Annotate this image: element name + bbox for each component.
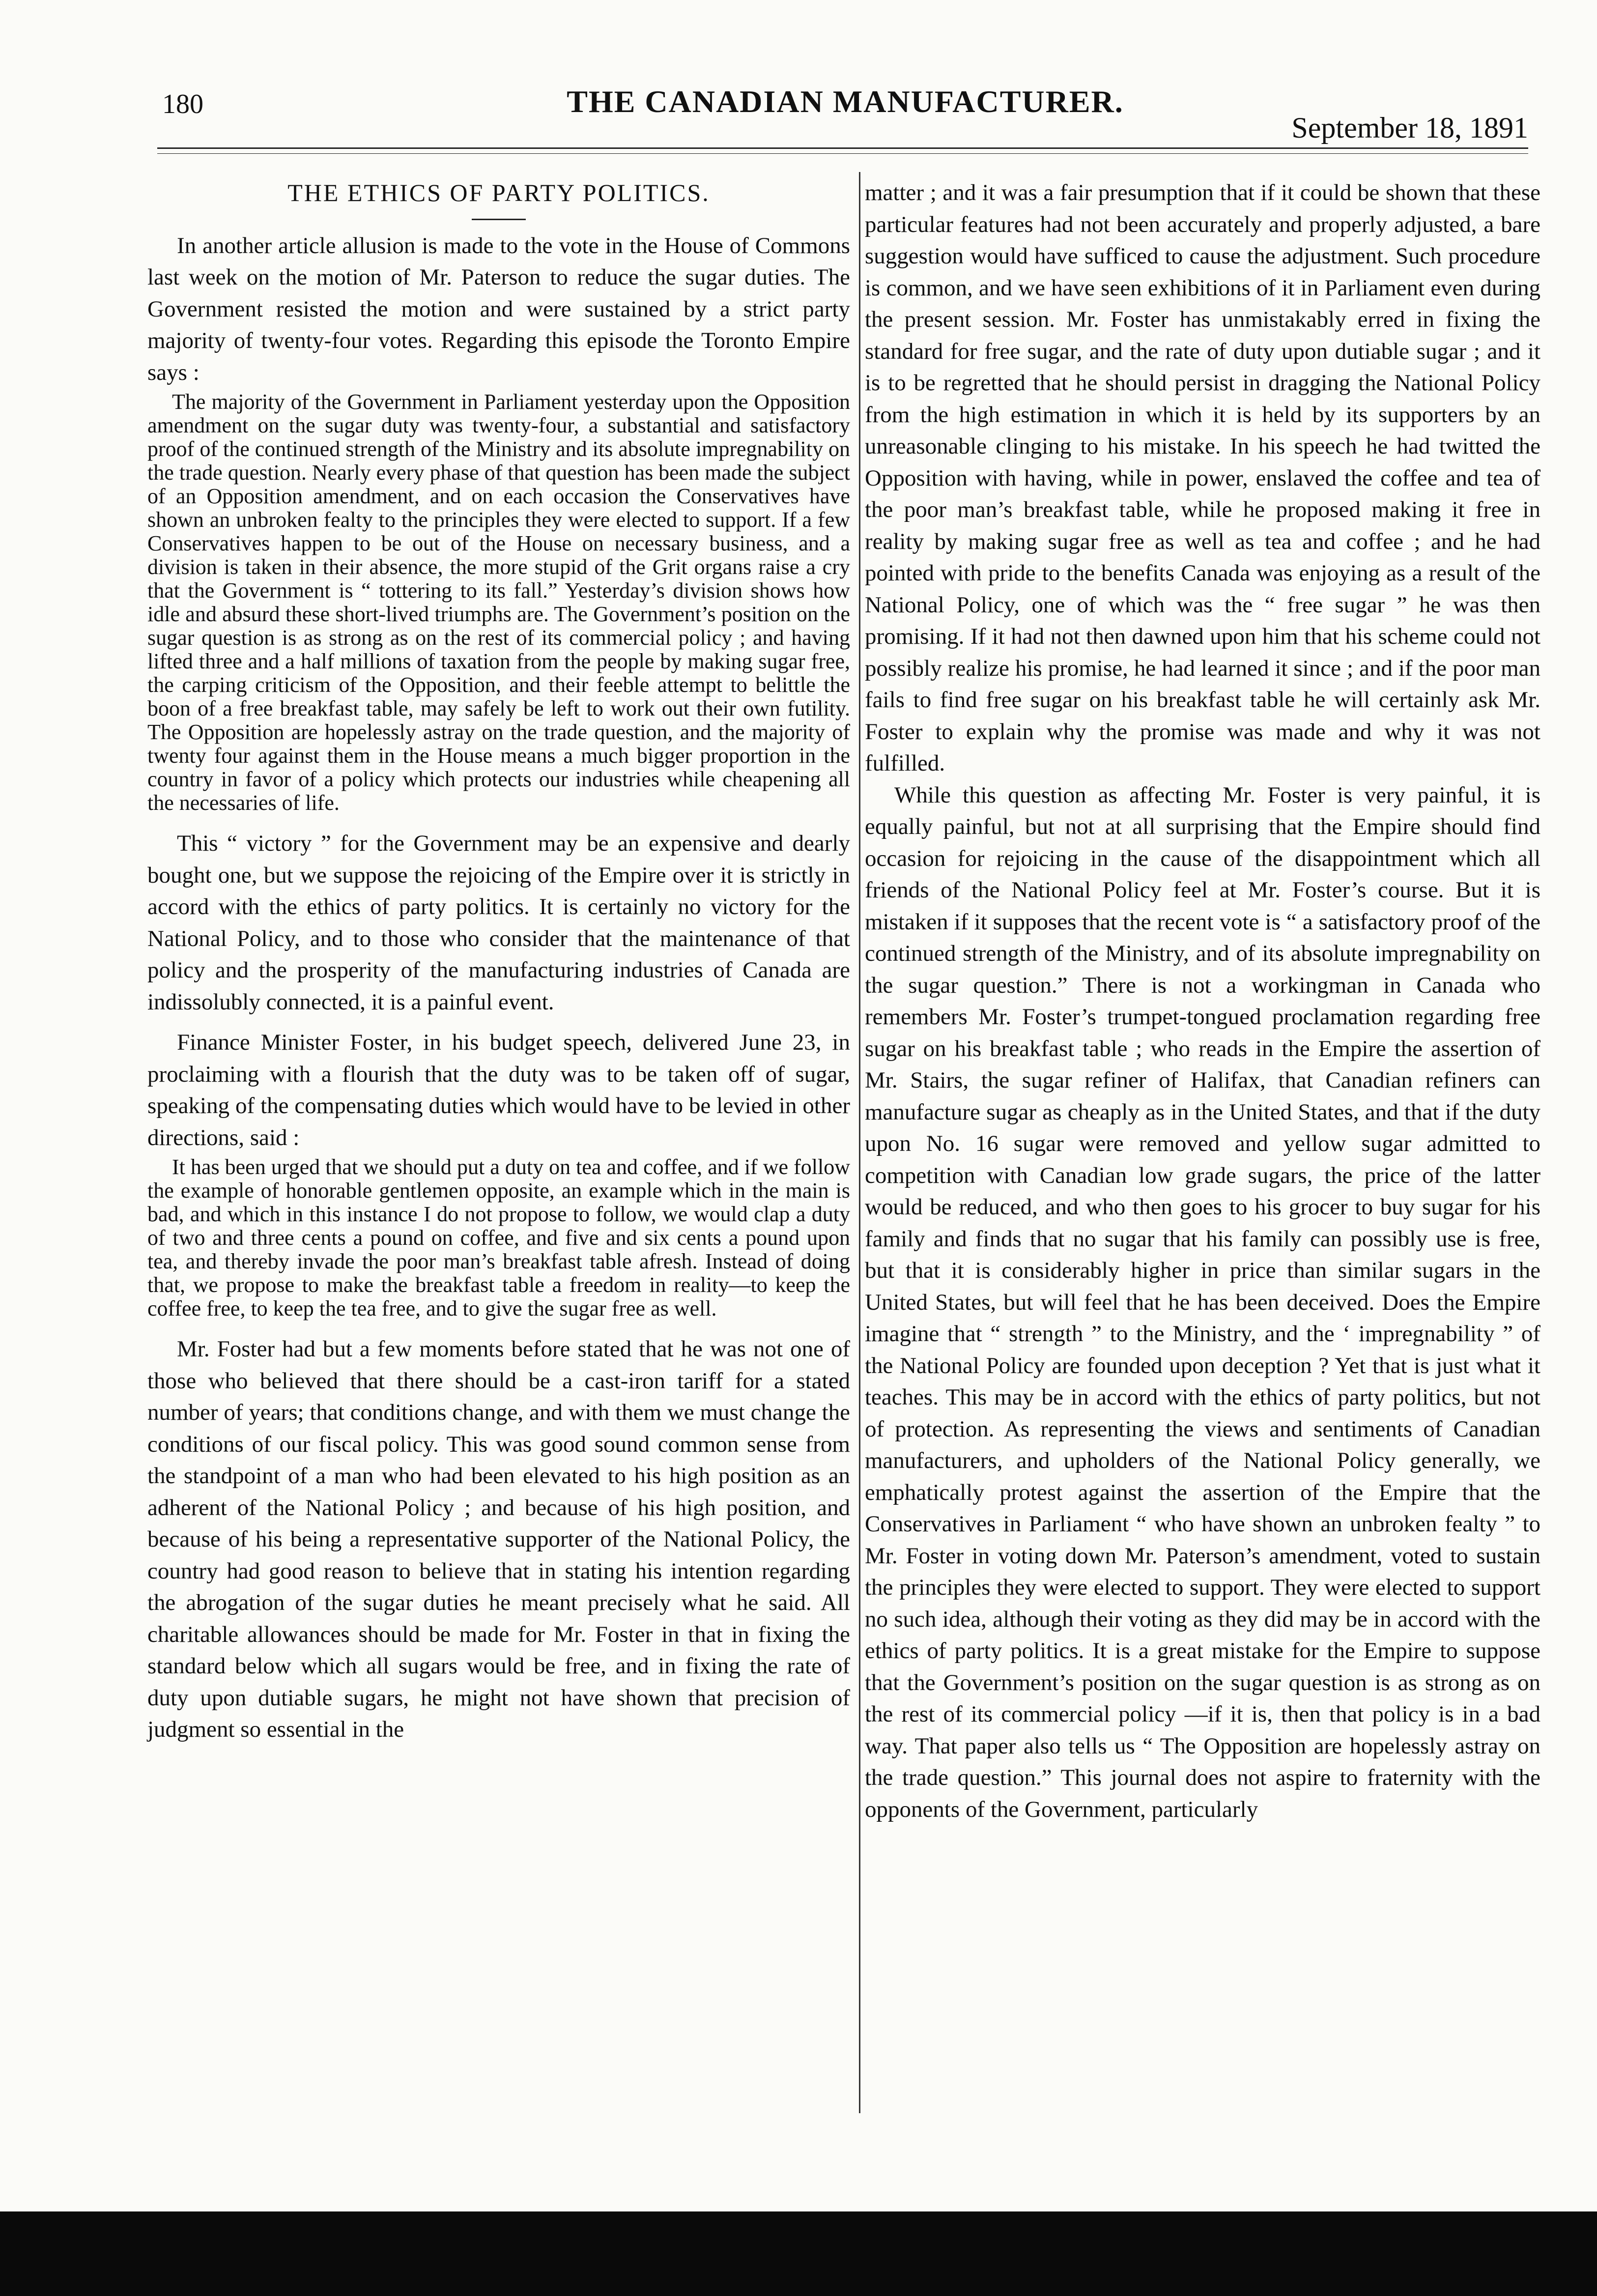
quotation: It has been urged that we should put a duty on tea and coffee, and if we follow the example of honorable gentlemen opposite, an example which in the main is bad, and which in this instance I do not propose to follow, we would clap a duty of two and three cents a pound on coffee, and five and six cents a pound upon tea, and thereby invade the poor man’s breakfast table afresh. Instead of doing that, we propose to make the breakfast table a freedom in reality—to keep the coffee free, to keep the tea free, and to give the sugar free as well. [147,1155,850,1320]
article-title: THE ETHICS OF PARTY POLITICS. [287,179,710,206]
page-header [162,84,1528,143]
publication-title: THE CANADIAN MANUFACTURER. [567,84,1124,119]
paragraph: In another article allusion is made to the vote in the House of Commons last week on the motion of Mr. Paterson to reduce the sugar duties. The Government resisted the motion and were sustained by a strict party majority of twenty-four votes. Regarding this episode the Toronto Empire says : [147,232,850,385]
paragraph: matter ; and it was a fair presumption that if it could be shown that these particular features had not been accurately and properly adjusted, a bare suggestion would have sufficed to cause the adjustment. Such procedure is common, and we have seen exhibitions of it in Parliament even during the present session. Mr. Foster has unmistakably erred in fixing the standard for free sugar, and the rate of duty upon dutiable sugar ; and it is to be regretted that he should persist in dragging the National Policy from the high estimation in which it is held by its supporters by an unreasonable clinging to his mistake. In his speech he had twitted the Opposition with having, while in power, enslaved the coffee and tea of the poor man’s breakfast table, while he proposed making it free in reality by making sugar free as well as tea and coffee ; and he had pointed with pride to the benefits Canada was enjoying as a result of the National Policy, one of which was the “ free sugar ” he was then promising. If it had not then dawned upon him that his scheme could not possibly realize his promise, he had learned it since ; and if the poor man fails to find free sugar on his breakfast table he will certainly ask Mr. Foster to explain why the promise was made and why it was not fulfilled. [865,180,1540,776]
page-number: 180 [162,89,203,119]
left-column [147,177,850,1746]
paragraph: While this question as affecting Mr. Foster is very painful, it is equally painful, but not at all surprising that the Empire should find occasion for rejoicing in the cause of the disappointment which all friends of the National Policy feel at Mr. Foster’s course. But it is mistaken if it supposes that the recent vote is “ a satisfactory proof of the continued strength of the Ministry, and of its absolute impregnability on the sugar question.” There is not a workingman in Canada who remembers Mr. Foster’s trumpet-tongued proclamation regarding free sugar on his breakfast table ; who reads in the Empire the assertion of Mr. Stairs, the sugar refiner of Halifax, that Canadian refiners can manufacture sugar as cheaply as in the United States, and that if the duty upon No. 16 sugar were removed and yellow sugar admitted to competition with Canadian low grade sugars, the price of the latter would be reduced, and who then goes to his grocer to buy sugar for his family and finds that no sugar that his family can possibly use is free, but that it is considerably higher in price than similar sugars in the United States, but will feel that he has been deceived. Does the Empire imagine that “ strength ” to the Ministry, and the ‘ impregnability ” of the National Policy are founded upon deception ? Yet that is just what it teaches. This may be in accord with the ethics of party politics, but not of protection. As representing the views and sentiments of Canadian manufacturers, and upholders of the National Policy generally, we emphatically protest against the assertion of the Empire that the Conservatives in Parliament “ who have shown an unbroken fealty ” to Mr. Foster in voting down Mr. Paterson’s amendment, voted to sustain the principles they were elected to support. They were elected to support no such idea, although their voting as they did may be in accord with the ethics of party politics. It is a great mistake for the Empire to suppose that the Government’s position on the sugar question is as strong as on the rest of its commercial policy —if it is, then that policy is in a bad way. That paper also tells us “ The Opposition are hopelessly astray on the trade question.” This journal does not aspire to fraternity with the opponents of the Government, particularly [865,782,1540,1822]
paragraph: Finance Minister Foster, in his budget speech, delivered June 23, in proclaiming with a flourish that the duty was to be taken off of sugar, speaking of the compensating duties which would have to be levied in other directions, said : [147,1030,850,1150]
header-rule-thin [157,153,1528,154]
quotation: The majority of the Government in Parliament yesterday upon the Opposition amendment on the sugar duty was twenty-four, a substantial and satisfactory proof of the continued strength of the Ministry and its absolute impregnability on the trade question. Nearly every phase of that question has been made the subject of an Opposition amendment, and on each occasion the Conservatives have shown an unbroken fealty to the principles they were elected to support. If a few Conservatives happen to be out of the House on necessary business, and a division is taken in their absence, the more stupid of the Grit organs raise a cry that the Government is “ tottering to its fall.” Yesterday’s division shows how idle and absurd these short-lived triumphs are. The Government’s position on the sugar question is as strong as on the rest of its commercial policy ; and having lifted three and a half millions of taxation from the people by making sugar free, the carping criticism of the Opposition, and their feeble attempt to belittle the boon of a free breakfast table, may safely be left to work out their own futility. The Opposition are hopelessly astray on the trade question, and the majority of twenty four against them in the House means a much bigger proportion in the country in favor of a policy which protects our industries while cheapening all the necessaries of life. [147,390,850,815]
column-divider [859,172,860,2113]
paragraph: This “ victory ” for the Government may be an expensive and dearly bought one, but we suppose the rejoicing of the Empire over it is strictly in accord with the ethics of party politics. It is certainly no victory for the National Policy, and to those who consider that the maintenance of that policy and the prosperity of the manufacturing industries of Canada are indissolubly connected, it is a painful event. [147,831,850,1015]
right-column [865,177,1540,1825]
paragraph: Mr. Foster had but a few moments before stated that he was not one of those who believed that there should be a cast-iron tariff for a stated number of years; that conditions change, and with them we must change the conditions of our fiscal policy. This was good sound common sense from the standpoint of a man who had been elevated to his high position as an adherent of the National Policy ; and because of his high position, and because of his being a representative supporter of the National Policy, the country had good reason to believe that in stating his intention regarding the abrogation of the sugar duties he meant precisely what he said. All charitable allowances should be made for Mr. Foster in that in fixing the standard below which all sugars would be free, and in fixing the rate of duty upon dutiable sugars, he might not have shown that precision of judgment so essential in the [147,1336,850,1742]
issue-date: September 18, 1891 [1291,112,1528,144]
header-rule [157,147,1528,149]
scan-border [0,2211,1597,2296]
title-rule [472,219,526,220]
